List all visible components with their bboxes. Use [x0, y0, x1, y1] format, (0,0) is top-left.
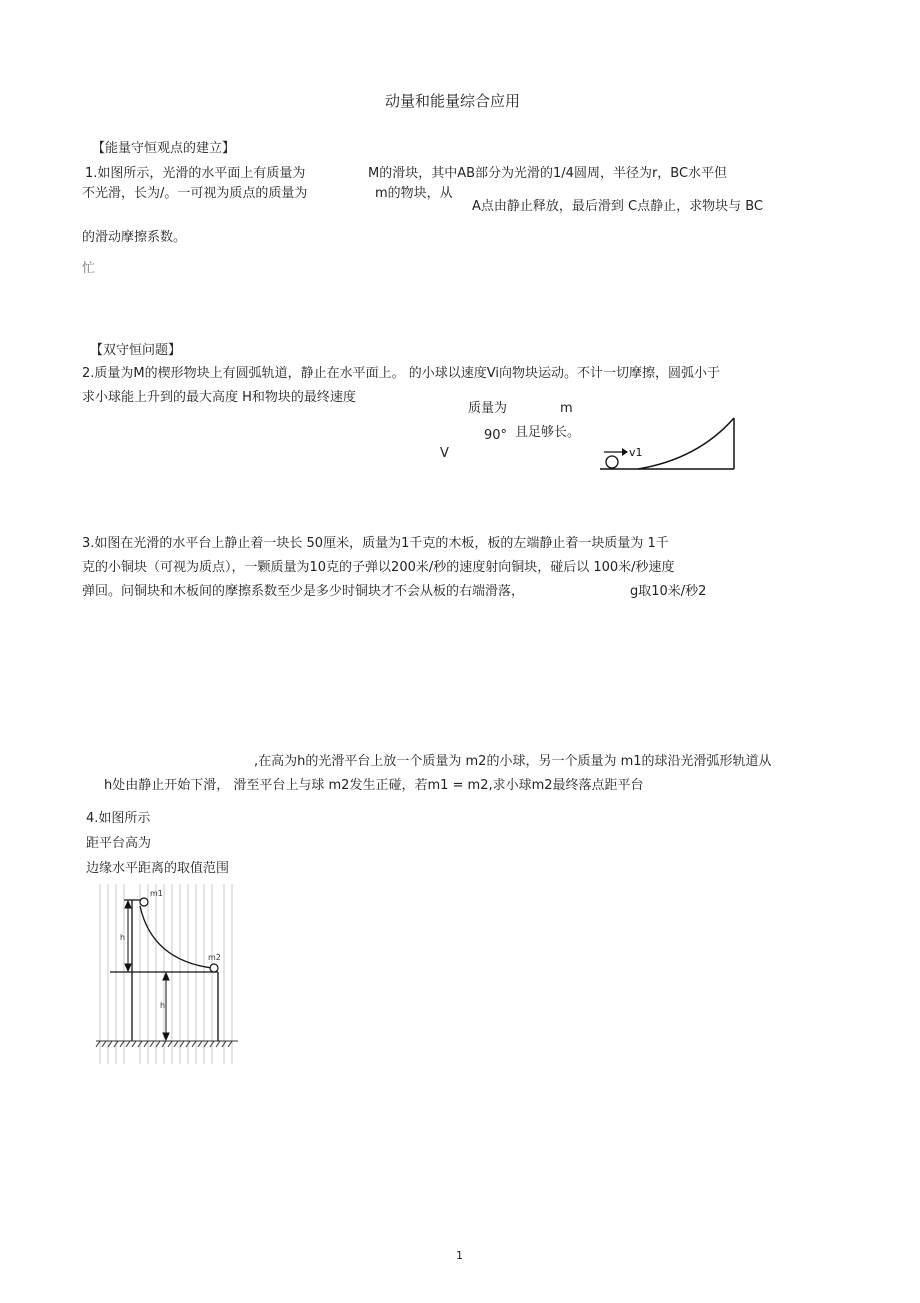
q2-line-2: 求小球能上升到的最大高度 H和物块的最终速度 — [82, 390, 356, 405]
q1-stray-char: 忙 — [82, 261, 96, 276]
page-number: 1 — [456, 1249, 463, 1262]
q4-line-2: h处由静止开始下滑， 滑至平台上与球 m2发生正碰，若m1 = m2,求小球m2最终落点距平台 — [104, 778, 644, 793]
q2-fragment-v: V — [440, 446, 449, 461]
q1-line-2b: m的物块，从 — [375, 186, 453, 201]
q4-line-5: 边缘水平距离的取值范围 — [86, 861, 230, 876]
wedge-block — [600, 418, 734, 469]
wedge-figure — [598, 414, 738, 474]
q1-line-3: A点由静止释放，最后滑到 C点静止，求物块与 BC — [472, 199, 764, 214]
q4-line-4: 距平台高为 — [86, 836, 152, 851]
q1-line-1a: 1.如图所示，光滑的水平面上有质量为 — [85, 166, 306, 181]
q2-fragment-90: 90° — [484, 428, 508, 443]
ball-icon — [606, 456, 618, 468]
fig-label-m2: m2 — [208, 953, 221, 962]
q2-fragment-m: m — [560, 401, 573, 416]
q2-fragment-mass: 质量为 — [468, 401, 508, 416]
ball-m2-icon — [210, 964, 218, 972]
q4-line-1: ,在高为h的光滑平台上放一个质量为 m2的小球，另一个质量为 m1的球沿光滑弧形轨道从 — [254, 754, 772, 769]
q1-line-1b: M的滑块，其中AB部分为光滑的1/4圆周，半径为r，BC水平但 — [368, 166, 728, 181]
q3-line-3: 弹回。问铜块和木板间的摩擦系数至少是多少时铜块才不会从板的右端滑落， — [82, 584, 525, 599]
ball-m1-icon — [140, 898, 148, 906]
height-arrow-upper — [125, 901, 131, 971]
q3-line-3-g: g取10米/秒2 — [630, 584, 707, 599]
q3-line-2: 克的小铜块（可视为质点），一颗质量为10克的子弹以200米/秒的速度射向铜块，碰后以 100米/秒速度 — [82, 560, 675, 575]
q4-line-3: 4.如图所示 — [86, 811, 151, 826]
fig-label-h-lower: h — [160, 1001, 166, 1010]
q1-line-2a: 不光滑，长为/。一可视为质点的质量为 — [82, 186, 308, 201]
q2-line-1: 2.质量为M的楔形物块上有圆弧轨道，静止在水平面上。 的小球以速度Vi向物块运动。不计一切摩擦，圆弧小于 — [82, 366, 720, 381]
section-heading-energy: 【能量守恒观点的建立】 — [92, 141, 236, 156]
page-title: 动量和能量综合应用 — [385, 92, 521, 110]
q1-line-4: 的滑动摩擦系数。 — [82, 230, 187, 245]
fig-label-v1: v1 — [629, 446, 643, 459]
platform-figure — [96, 884, 238, 1064]
arc-track — [140, 906, 212, 968]
q3-line-1: 3.如图在光滑的水平台上静止着一块长 50厘米，质量为1千克的木板，板的左端静止着一块质量为 1千 — [82, 536, 669, 551]
section-heading-double: 【双守恒问题】 — [90, 343, 182, 358]
ground-hatching — [96, 1041, 238, 1047]
fig-label-m1: m1 — [150, 889, 163, 898]
q2-fragment-long: 且足够长。 — [515, 425, 581, 440]
fig-label-h-upper: h — [120, 933, 126, 942]
velocity-arrow-icon — [604, 448, 628, 456]
